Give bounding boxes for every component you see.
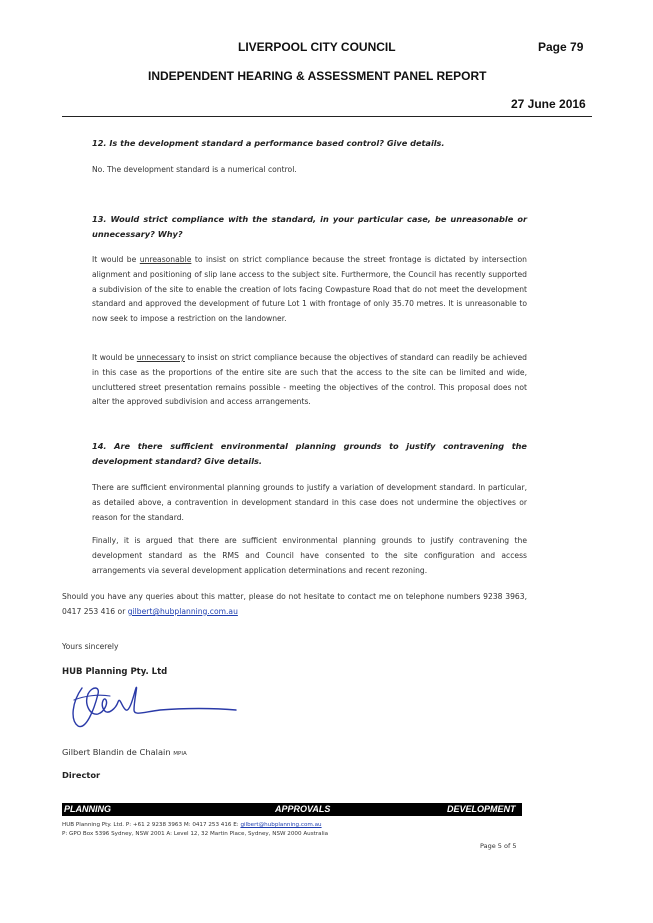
footer-email-link[interactable]: gilbert@hubplanning.com.au [240, 822, 322, 828]
footer-contact-line: HUB Planning Pty. Ltd. P: +61 2 9238 3963 M: 0417 253 416 E: gilbert@hubplanning.com.au [62, 822, 322, 828]
answer-14-paragraph-1: There are sufficient environmental planning grounds to justify a variation of development standard. In particular, as detailed above, a contravention in development standard in this case does not undermine the objectives or reason for the standard. [92, 483, 527, 522]
report-title: INDEPENDENT HEARING & ASSESSMENT PANEL REPORT [148, 69, 487, 83]
answer-12: No. The development standard is a numerical control. [92, 165, 297, 174]
report-date: 27 June 2016 [511, 97, 586, 111]
question-13: 13. Would strict compliance with the standard, in your particular case, be unreasonable or unnecessary? Why? [92, 214, 527, 239]
yours-sincerely: Yours sincerely [62, 642, 119, 651]
question-14: 14. Are there sufficient environmental planning grounds to justify contravening the development standard? Give details. [92, 441, 527, 466]
contact-email-link[interactable]: gilbert@hubplanning.com.au [127, 606, 238, 616]
closing-paragraph: Should you have any queries about this matter, please do not hesitate to contact me on telephone numbers 9238 3963, 0417 253 416 or gilbert@hubplanning.com.au [62, 592, 527, 616]
signatory-role: Director [62, 770, 101, 780]
signatory-name: Gilbert Blandin de Chalain MPIA [62, 747, 187, 757]
footer-bar-planning: PLANNING [64, 804, 111, 814]
handwritten-signature [64, 680, 244, 732]
company-name: HUB Planning Pty. Ltd [62, 667, 168, 677]
answer-13-paragraph-2: It would be unnecessary to insist on strict compliance because the objectives of standard can readily be achieved in this case as the proportions of the entire site are such that the access to the site can be limited and wide, uncluttered street presentation remains possible - meeting the objectives of the control. This proposal does not alter the approved subdivision and access arrangements. [92, 353, 527, 407]
answer-14-paragraph-2: Finally, it is argued that there are sufficient environmental planning grounds to justify contravening the development standard as the RMS and Council have consented to the site configuration and access arrangements via several development application determinations and recent rezoning. [92, 536, 527, 575]
council-name: LIVERPOOL CITY COUNCIL [238, 40, 396, 54]
page-number: Page 79 [538, 40, 584, 54]
footer-page-count: Page 5 of 5 [480, 842, 517, 850]
question-12: 12. Is the development standard a performance based control? Give details. [92, 138, 445, 148]
answer-13-paragraph-1: It would be unreasonable to insist on strict compliance because the street frontage is dictated by intersection alignment and positioning of slip lane access to the subject site. Furthermore, the Council has recently supported a subdivision of the site to enable the creation of lots facing Cowpasture Road that do not meet the development standard and approved the development of future Lot 1 with frontage of only 35.70 metres. It is unreasonable to now seek to impose a restriction on the landowner. [92, 255, 527, 324]
footer-bar-development: DEVELOPMENT [447, 804, 516, 814]
footer-bar-approvals: APPROVALS [275, 804, 331, 814]
footer-bar [62, 803, 522, 816]
header-rule [62, 116, 592, 117]
footer-address-line: P: GPO Box 5396 Sydney, NSW 2001 A: Level 12, 32 Martin Place, Sydney, NSW 2000 Australia [62, 831, 329, 837]
